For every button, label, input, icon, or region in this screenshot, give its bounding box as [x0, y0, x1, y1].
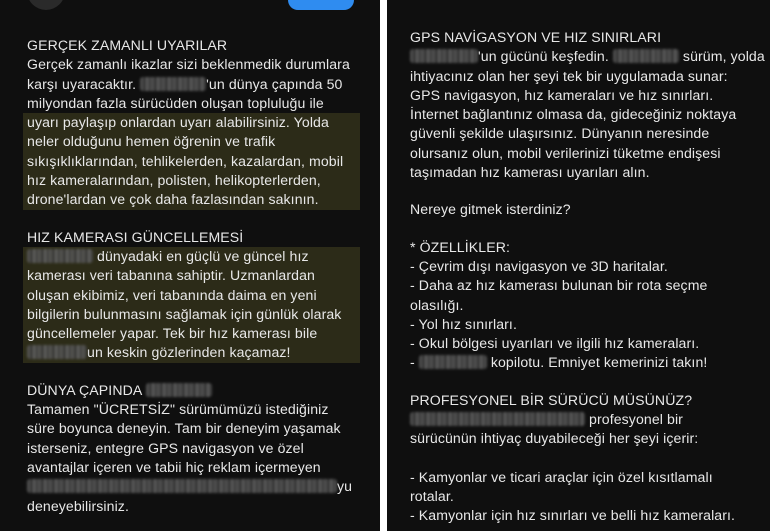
section-heading: GERÇEK ZAMANLI UYARILAR — [27, 37, 228, 53]
highlighted-line: oluşan ekibimiz, veri tabanında daima en yeni — [23, 286, 360, 305]
text-line: sürüm, yolda — [682, 48, 765, 65]
redacted-app-name — [146, 383, 212, 397]
feature-item: - — [410, 354, 419, 371]
highlighted-line: drone'lardan ve çok daha fazlasından sakının. — [23, 190, 360, 209]
section-features — [410, 238, 752, 373]
section-realtime-alerts — [27, 36, 360, 210]
highlighted-line: sıkışıklıklarından, tehlikelerden, kazalardan, mobil — [23, 152, 360, 171]
redacted-app-name — [613, 49, 679, 63]
text-line: dünyadaki en güçlü ve güncel hız — [97, 247, 309, 264]
text-line: Tamamen "ÜCRETSİZ" sürümümüzü istediğiniz — [27, 401, 329, 418]
question-text: Nereye gitmek isterdiniz? — [410, 201, 571, 218]
text-line: milyondan fazla sürücüden oluşan topluluğu ile — [27, 94, 324, 111]
text-line: rotalar. — [410, 487, 454, 504]
text-line: isterseniz, entegre GPS navigasyon ve özel — [27, 439, 304, 456]
section-worldwide — [27, 381, 360, 516]
text-line: sürücünün ihtiyaç duyabileceği her şeyi içerir: — [410, 430, 699, 447]
text-line: Gerçek zamanlı ikazlar sizi beklenmedik durumlara — [27, 56, 350, 73]
section-heading: DÜNYA ÇAPINDA — [27, 381, 142, 398]
redacted-app-name — [27, 249, 93, 263]
text-line: - Kamyonlar için hız sınırları ve belli hız kameraları. — [410, 507, 736, 524]
section-gps-navigation — [410, 28, 765, 182]
text-line: karşı uyaracaktır. — [27, 75, 137, 92]
text-line: İnternet bağlantınız olmasa da, gideceğiniz noktaya — [410, 106, 737, 123]
top-strip — [0, 0, 380, 16]
text-line: ihtiyacınız olan her şeyi tek bir uygulamada sunar: — [410, 67, 728, 84]
redacted-product-name — [410, 412, 585, 426]
highlighted-line: kamerası veri tabanına sahiptir. Uzmanlardan — [23, 266, 360, 285]
text-line: olursanız olun, mobil verilerinizi tüketme endişesi — [410, 144, 721, 161]
text-line: taşımadan hız kamerası uyarıları alın. — [410, 164, 650, 181]
redacted-app-name — [410, 49, 478, 63]
section-heading: GPS NAVİGASYON VE HIZ SINIRLARI — [410, 29, 662, 45]
redacted-app-name — [27, 345, 87, 359]
feature-item: - Çevrim dışı navigasyon ve 3D haritalar. — [410, 257, 668, 274]
right-screenshot-panel — [387, 0, 770, 531]
feature-item: kopilotu. Emniyet kemerinizi takın! — [490, 354, 708, 371]
text-line: un keskin gözlerinden kaçamaz! — [87, 344, 291, 361]
section-heading: PROFESYONEL BİR SÜRÜCÜ MÜSÜNÜZ? — [410, 391, 693, 408]
section-heading: HIZ KAMERASI GÜNCELLEMESİ — [27, 228, 244, 245]
text-line: 'un dünya çapında 50 — [206, 75, 343, 92]
highlighted-line: neler olduğunu hemen öğrenin ve trafik — [23, 132, 360, 151]
avatar — [27, 0, 65, 10]
feature-item: - Okul bölgesi uyarıları ve ilgili hız kameraları. — [410, 335, 700, 352]
get-button[interactable] — [288, 0, 354, 10]
highlighted-line: güncellemeler yapar. Tek bir hız kamerası bile — [23, 324, 360, 343]
text-line: 'un gücünü keşfedin. — [478, 48, 609, 65]
text-line: süre boyunca deneyin. Tam bir deneyim yaşamak — [27, 420, 341, 437]
text-line: güvenli şekilde ulaşırsınız. Dünyanın neresinde — [410, 125, 710, 142]
redacted-app-name — [140, 77, 206, 91]
feature-item: - Daha az hız kamerası bulunan bir rota seçme — [410, 277, 708, 294]
section-speed-camera-update — [27, 228, 360, 363]
feature-item: olasılığı. — [410, 296, 464, 313]
highlighted-line: bilgilerin bulunmasını sağlamak için günlük olarak — [23, 305, 360, 324]
text-line: - Kamyonlar ve ticari araçlar için özel kısıtlamalı — [410, 468, 713, 485]
section-professional — [410, 391, 752, 526]
highlighted-line: uyarı paylaşıp onlardan uyarı alabilirsiniz. Yolda — [23, 113, 360, 132]
text-line: deneyebilirsiniz. — [27, 497, 129, 514]
text-line: GPS navigasyon, hız kameraları ve hız sınırları. — [410, 86, 714, 103]
redacted-product-name — [27, 479, 337, 493]
section-heading: * ÖZELLİKLER: — [410, 238, 510, 255]
text-line: profesyonel bir — [589, 411, 683, 428]
text-line: avantajlar içeren ve tabii hiç reklam içermeyen — [27, 458, 321, 475]
redacted-app-name — [419, 355, 487, 369]
feature-item: - Yol hız sınırları. — [410, 315, 517, 332]
left-screenshot-panel — [0, 0, 380, 531]
text-line: yu — [337, 478, 353, 495]
highlighted-line: hız kameralarından, polisten, helikopterlerden, — [23, 171, 360, 190]
